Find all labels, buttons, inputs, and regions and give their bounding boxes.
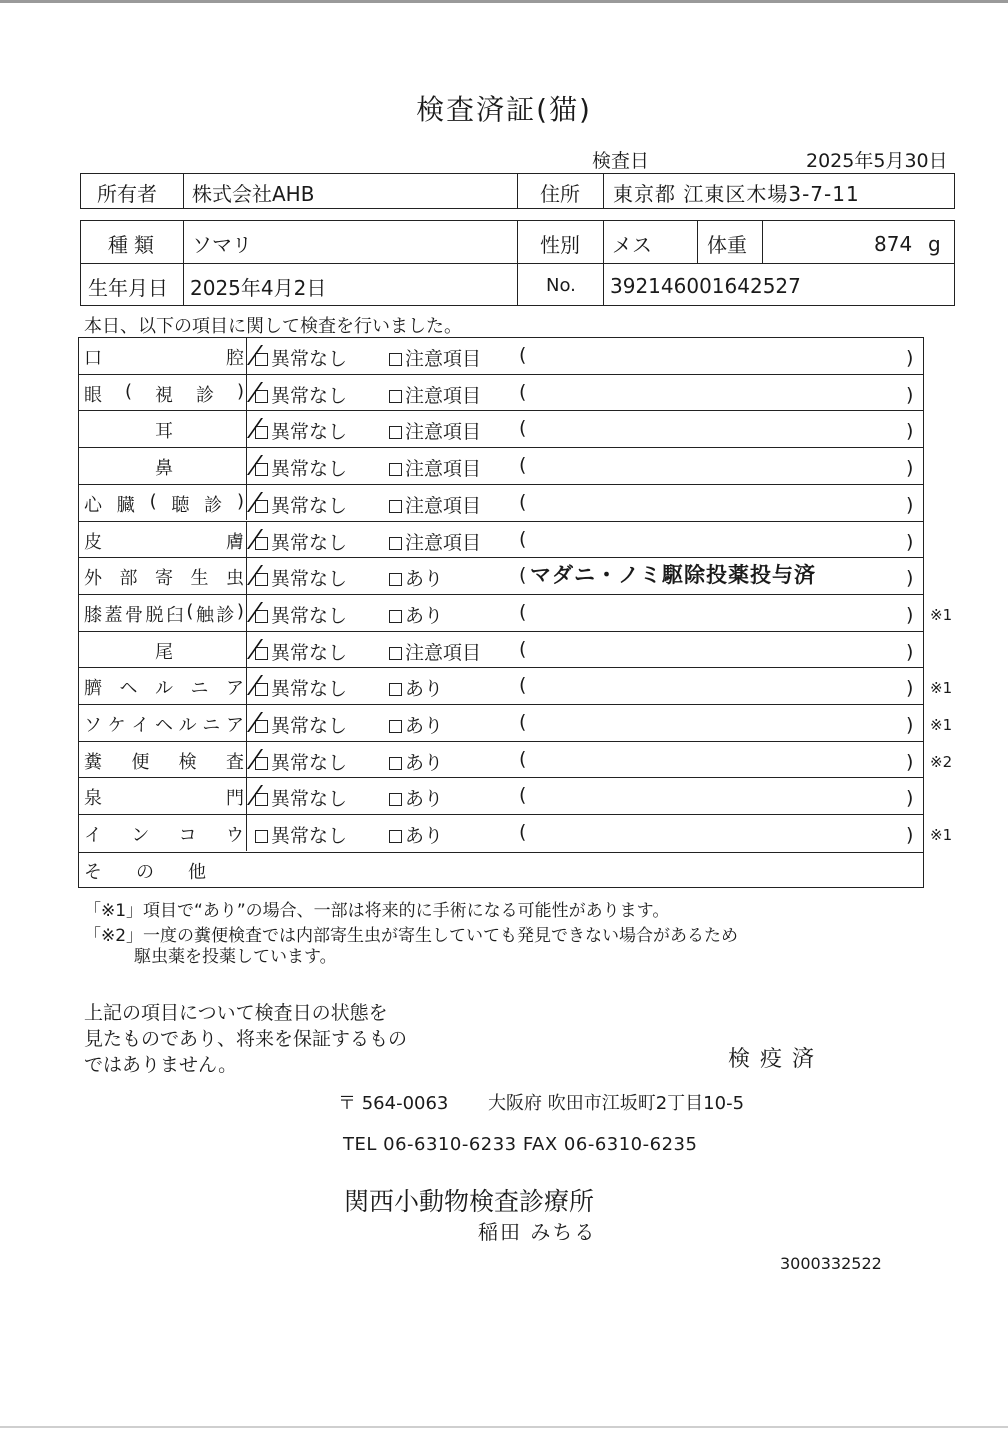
close-paren: ) (906, 787, 914, 810)
row-divider (246, 484, 247, 521)
checked-box-icon (255, 463, 268, 476)
exam-item-label-char: 眼 (84, 384, 102, 406)
exam-item-label-char: ン (131, 825, 150, 847)
divider (697, 220, 698, 263)
divider (183, 220, 184, 306)
exam-item-label-char: ア (225, 715, 244, 736)
other-checkbox[interactable] (389, 528, 481, 555)
empty-box-icon (255, 830, 268, 843)
other-option-label: あり (405, 678, 444, 701)
checked-box-icon (255, 647, 268, 660)
other-option-label: あり (405, 788, 444, 811)
exam-item-label-char: 外 (84, 568, 102, 590)
document-title: 検査済証(猫) (416, 93, 592, 126)
other-checkbox[interactable] (389, 711, 443, 738)
row-divider (78, 704, 924, 705)
divider (603, 220, 604, 306)
normal-checkbox[interactable] (255, 748, 347, 775)
empty-box-icon (389, 720, 402, 733)
exam-item-label-char: ( (186, 600, 194, 622)
checked-box-icon (255, 390, 268, 403)
empty-box-icon (389, 426, 402, 439)
row-divider (78, 484, 924, 485)
close-paren: ) (906, 457, 914, 480)
exam-item-label (84, 564, 244, 590)
exam-item-label (84, 821, 244, 847)
exam-item-label-char: ( (124, 380, 133, 402)
other-checkbox[interactable] (389, 417, 481, 444)
row-divider (78, 741, 924, 742)
footnote-mark: ※1 (930, 716, 953, 734)
empty-box-icon (389, 537, 402, 550)
exam-item-label (84, 638, 244, 664)
exam-item-label-char: ) (236, 490, 244, 512)
disclaimer-line-1: 上記の項目について検査日の状態を (84, 1002, 388, 1024)
other-checkbox[interactable] (389, 821, 443, 848)
exam-item-label (84, 454, 244, 480)
exam-item-label-char: 臓 (116, 494, 135, 516)
address-label: 住所 (540, 182, 580, 206)
exam-item-label (84, 528, 244, 554)
other-checkbox[interactable] (389, 674, 443, 701)
open-paren: ( (519, 674, 527, 697)
row-divider (78, 521, 924, 522)
row-divider (78, 447, 924, 448)
divider (517, 220, 518, 306)
footnote-mark: ※2 (930, 752, 953, 771)
exam-item-label-char: コ (178, 825, 197, 847)
exam-item-label-char: 骨 (124, 604, 143, 626)
other-checkbox[interactable] (389, 381, 481, 408)
exam-item-label (84, 674, 244, 700)
normal-checkbox[interactable] (255, 564, 347, 591)
disclaimer-line-2: 見たものであり、将来を保証するもの (84, 1028, 408, 1050)
exam-note: マダニ・ノミ駆除投薬投与済 (530, 563, 816, 588)
row-divider (78, 814, 924, 815)
normal-option-label: 異常なし (271, 494, 348, 517)
row-divider (246, 521, 247, 558)
checked-box-icon (255, 537, 268, 550)
exam-date-label: 検査日 (592, 150, 650, 172)
normal-checkbox[interactable] (255, 674, 347, 701)
row-divider (78, 374, 924, 375)
note-2a: 「※2」一度の糞便検査では内部寄生虫が寄生していても発見できない場合があるため (84, 926, 739, 946)
open-paren: ( (519, 417, 527, 440)
row-divider (246, 447, 247, 484)
normal-option-label: 異常なし (271, 458, 348, 481)
exam-item-label-char: 診 (204, 494, 223, 516)
clinic-address: 大阪府 吹田市江坂町2丁目10-5 (488, 1093, 745, 1114)
empty-box-icon (389, 757, 402, 770)
divider (183, 173, 184, 209)
no-label: No. (546, 275, 576, 296)
exam-item-label (84, 417, 244, 443)
exam-item-label-char: 視 (155, 384, 173, 406)
exam-item-label-char: 腔 (226, 348, 244, 369)
scan-bottom-edge (0, 1426, 1008, 1428)
normal-checkbox[interactable] (255, 711, 347, 738)
owner-value: 株式会社AHB (192, 182, 315, 206)
exam-item-label-char: 便 (131, 751, 150, 773)
row-divider (246, 594, 247, 631)
sex-value: メス (612, 233, 652, 257)
row-divider (78, 410, 924, 411)
normal-option-label: 異常なし (271, 788, 348, 811)
close-paren: ) (906, 603, 914, 626)
divider (78, 852, 924, 853)
normal-checkbox[interactable] (255, 821, 347, 848)
exam-item-label-char: 皮 (84, 531, 102, 553)
exam-item-label-char: 膝 (84, 604, 102, 626)
open-paren: ( (519, 380, 527, 403)
other-option-label: あり (405, 825, 444, 848)
exam-item-label-char: イ (84, 825, 102, 847)
breed-value: ソマリ (192, 233, 252, 257)
exam-item-label-char: 寄 (155, 568, 173, 590)
other-checkbox[interactable] (389, 454, 481, 481)
other-option-label: 注意項目 (405, 641, 482, 664)
row-divider (246, 631, 247, 668)
normal-checkbox[interactable] (255, 601, 347, 628)
empty-box-icon (389, 463, 402, 476)
row-divider (78, 557, 924, 558)
exam-item-label (84, 711, 244, 737)
exam-item-label (84, 784, 244, 810)
other-checkbox[interactable] (389, 344, 481, 371)
quarantine-stamp: 検疫済 (728, 1047, 825, 1072)
normal-checkbox[interactable] (255, 784, 347, 811)
close-paren: ) (906, 420, 914, 443)
empty-box-icon (389, 500, 402, 513)
other-checkbox[interactable] (389, 564, 443, 591)
normal-checkbox[interactable] (255, 417, 347, 444)
no-value: 392146001642527 (610, 274, 801, 298)
divider (517, 173, 518, 209)
normal-option-label: 異常なし (271, 678, 348, 701)
other-option-label: 注意項目 (405, 348, 482, 370)
open-paren: ( (519, 711, 527, 733)
row-divider (246, 410, 247, 447)
postal-code: 〒 564-0063 (338, 1093, 449, 1114)
close-paren: ) (906, 824, 914, 847)
exam-item-label-char: ニ (202, 715, 221, 736)
exam-item-label-char: ( (149, 490, 157, 512)
other-checkbox[interactable] (389, 601, 443, 628)
open-paren: ( (519, 747, 527, 770)
scan-top-edge (0, 0, 1008, 3)
exam-item-label (84, 344, 244, 370)
owner-label: 所有者 (97, 182, 157, 206)
close-paren: ) (906, 383, 914, 406)
intro-text: 本日、以下の項目に関して検査を行いました。 (84, 316, 462, 337)
normal-option-label: 異常なし (271, 421, 348, 444)
open-paren: ( (519, 490, 527, 513)
close-paren: ) (906, 530, 914, 553)
footnote-mark: ※1 (930, 605, 953, 624)
checked-box-icon (255, 720, 268, 733)
exam-item-label (84, 748, 244, 774)
exam-item-label-char: 鼻 (155, 458, 173, 480)
normal-option-label: 異常なし (271, 604, 348, 627)
exam-item-label-char: 耳 (155, 421, 173, 443)
normal-checkbox[interactable] (255, 528, 347, 555)
normal-option-label: 異常なし (271, 715, 348, 737)
other-option-label: あり (405, 568, 444, 591)
open-paren: ( (519, 344, 527, 366)
exam-item-label-char: 口 (84, 348, 102, 369)
exam-item-label-char: ケ (107, 715, 126, 736)
row-divider (246, 667, 247, 704)
open-paren: ( (519, 821, 527, 844)
exam-item-label-char: 心 (84, 494, 102, 516)
exam-item-label-char: 脱 (145, 604, 164, 626)
normal-checkbox[interactable] (255, 491, 347, 518)
weight-label: 体重 (707, 233, 747, 257)
open-paren: ( (519, 527, 527, 550)
empty-box-icon (389, 610, 402, 623)
exam-item-label-char: 虫 (226, 568, 244, 590)
normal-option-label: 異常なし (271, 568, 348, 591)
other-option-label: 注意項目 (405, 531, 482, 554)
exam-item-label-char: イ (131, 715, 150, 736)
other-option-label: 注意項目 (405, 421, 482, 444)
open-paren: ( (519, 784, 527, 807)
note-1: 「※1」項目で“あり”の場合、一部は将来的に手術になる可能性があります。 (84, 901, 670, 921)
row-divider (78, 631, 924, 632)
exam-item-label-char: 蓋 (104, 604, 123, 626)
note-2b: 駆虫薬を投薬しています。 (134, 947, 337, 967)
open-paren: ( (519, 637, 527, 660)
exam-item-label-char: 膚 (226, 531, 244, 553)
exam-item-label-char: ニ (190, 678, 209, 700)
empty-box-icon (389, 573, 402, 586)
open-paren: ( (519, 564, 527, 587)
exam-item-label (84, 491, 244, 517)
exam-item-label-char: 触 (195, 604, 214, 626)
exam-date: 2025年5月30日 (806, 150, 948, 172)
row-divider (78, 594, 924, 595)
breed-label: 種類 (108, 233, 160, 257)
other-option-label: あり (405, 604, 444, 627)
other-checkbox[interactable] (389, 748, 443, 775)
row-divider (246, 337, 247, 374)
checked-box-icon (255, 683, 268, 696)
row-divider (246, 814, 247, 851)
normal-option-label: 異常なし (271, 348, 348, 370)
weight-unit: g (928, 232, 941, 256)
address-value: 東京都 江東区木場3-7-11 (613, 182, 860, 206)
row-divider (246, 704, 247, 741)
checked-box-icon (255, 426, 268, 439)
exam-item-label-char: 診 (216, 604, 235, 626)
exam-item-label-char: 診 (195, 384, 214, 406)
row-divider (78, 667, 924, 668)
normal-option-label: 異常なし (271, 384, 348, 407)
normal-option-label: 異常なし (271, 531, 348, 554)
checked-box-icon (255, 610, 268, 623)
exam-item-label-char: 臼 (165, 604, 184, 626)
exam-item-label-char: 生 (190, 568, 209, 590)
close-paren: ) (906, 567, 914, 590)
footnote-mark: ※1 (930, 826, 953, 845)
row-divider (246, 557, 247, 594)
other-checkbox[interactable] (389, 784, 443, 811)
exam-item-label-char: ) (236, 380, 244, 402)
open-paren: ( (519, 600, 527, 623)
checked-box-icon (255, 793, 268, 806)
other-option-label: 注意項目 (405, 494, 482, 517)
weight-value: 874 (874, 232, 913, 256)
document-id: 3000332522 (780, 1254, 882, 1273)
exam-item-label-char: 聴 (171, 494, 190, 516)
other-label (84, 858, 242, 884)
row-divider (246, 741, 247, 778)
close-paren: ) (906, 347, 914, 369)
doctor-name: 稲田 みちる (478, 1220, 597, 1244)
checked-box-icon (255, 757, 268, 770)
exam-item-label-char: ) (236, 600, 244, 622)
other-option-label: 注意項目 (405, 384, 482, 407)
other-checkbox[interactable] (389, 491, 481, 518)
other-label-text: その他 (84, 862, 240, 883)
checked-box-icon (255, 500, 268, 513)
empty-box-icon (389, 353, 402, 366)
disclaimer-line-3: ではありません。 (84, 1054, 238, 1076)
exam-item-label-char: ヘ (154, 715, 173, 736)
empty-box-icon (389, 647, 402, 660)
exam-item-label-char: ア (226, 678, 244, 700)
other-option-label: あり (405, 715, 444, 737)
exam-item-label-char: 検 (178, 751, 197, 773)
footnote-mark: ※1 (930, 679, 953, 698)
exam-item-label-char: 門 (226, 788, 244, 810)
normal-checkbox[interactable] (255, 344, 347, 371)
clinic-name: 関西小動物検査診療所 (344, 1187, 595, 1216)
exam-item-label-char: ソ (84, 715, 102, 736)
close-paren: ) (906, 493, 914, 516)
other-option-label: 注意項目 (405, 458, 482, 481)
open-paren: ( (519, 454, 527, 477)
row-divider (246, 374, 247, 411)
exam-item-label-char: 尾 (155, 641, 173, 663)
exam-item-label-char: ウ (225, 825, 244, 847)
row-divider (246, 777, 247, 814)
empty-box-icon (389, 390, 402, 403)
empty-box-icon (389, 793, 402, 806)
exam-item-label-char: 糞 (84, 751, 102, 773)
exam-item-label-char: 部 (119, 568, 138, 590)
other-option-label: あり (405, 751, 444, 774)
other-checkbox[interactable] (389, 638, 481, 665)
normal-checkbox[interactable] (255, 454, 347, 481)
close-paren: ) (906, 640, 914, 663)
empty-box-icon (389, 830, 402, 843)
exam-item-label (84, 601, 244, 627)
checked-box-icon (255, 573, 268, 586)
exam-item-label-char: 臍 (84, 678, 102, 700)
birth-label: 生年月日 (88, 276, 168, 300)
birth-value: 2025年4月2日 (190, 276, 327, 300)
normal-checkbox[interactable] (255, 381, 347, 408)
normal-checkbox[interactable] (255, 638, 347, 665)
normal-option-label: 異常なし (271, 641, 348, 664)
exam-item-label-char: ヘ (119, 678, 138, 700)
divider (603, 173, 604, 209)
normal-option-label: 異常なし (271, 825, 348, 848)
close-paren: ) (906, 750, 914, 773)
exam-item-label-char: 査 (225, 751, 244, 773)
exam-item-label-char: ル (155, 678, 173, 700)
clinic-phone: TEL 06-6310-6233 FAX 06-6310-6235 (343, 1134, 698, 1155)
sex-label: 性別 (540, 233, 580, 257)
checked-box-icon (255, 353, 268, 366)
normal-option-label: 異常なし (271, 751, 348, 774)
divider (762, 220, 763, 263)
exam-item-label-char: ル (178, 715, 197, 736)
empty-box-icon (389, 683, 402, 696)
exam-item-label-char: 泉 (84, 788, 102, 810)
close-paren: ) (906, 677, 914, 700)
close-paren: ) (906, 714, 914, 736)
row-divider (78, 777, 924, 778)
exam-item-label (84, 381, 244, 407)
